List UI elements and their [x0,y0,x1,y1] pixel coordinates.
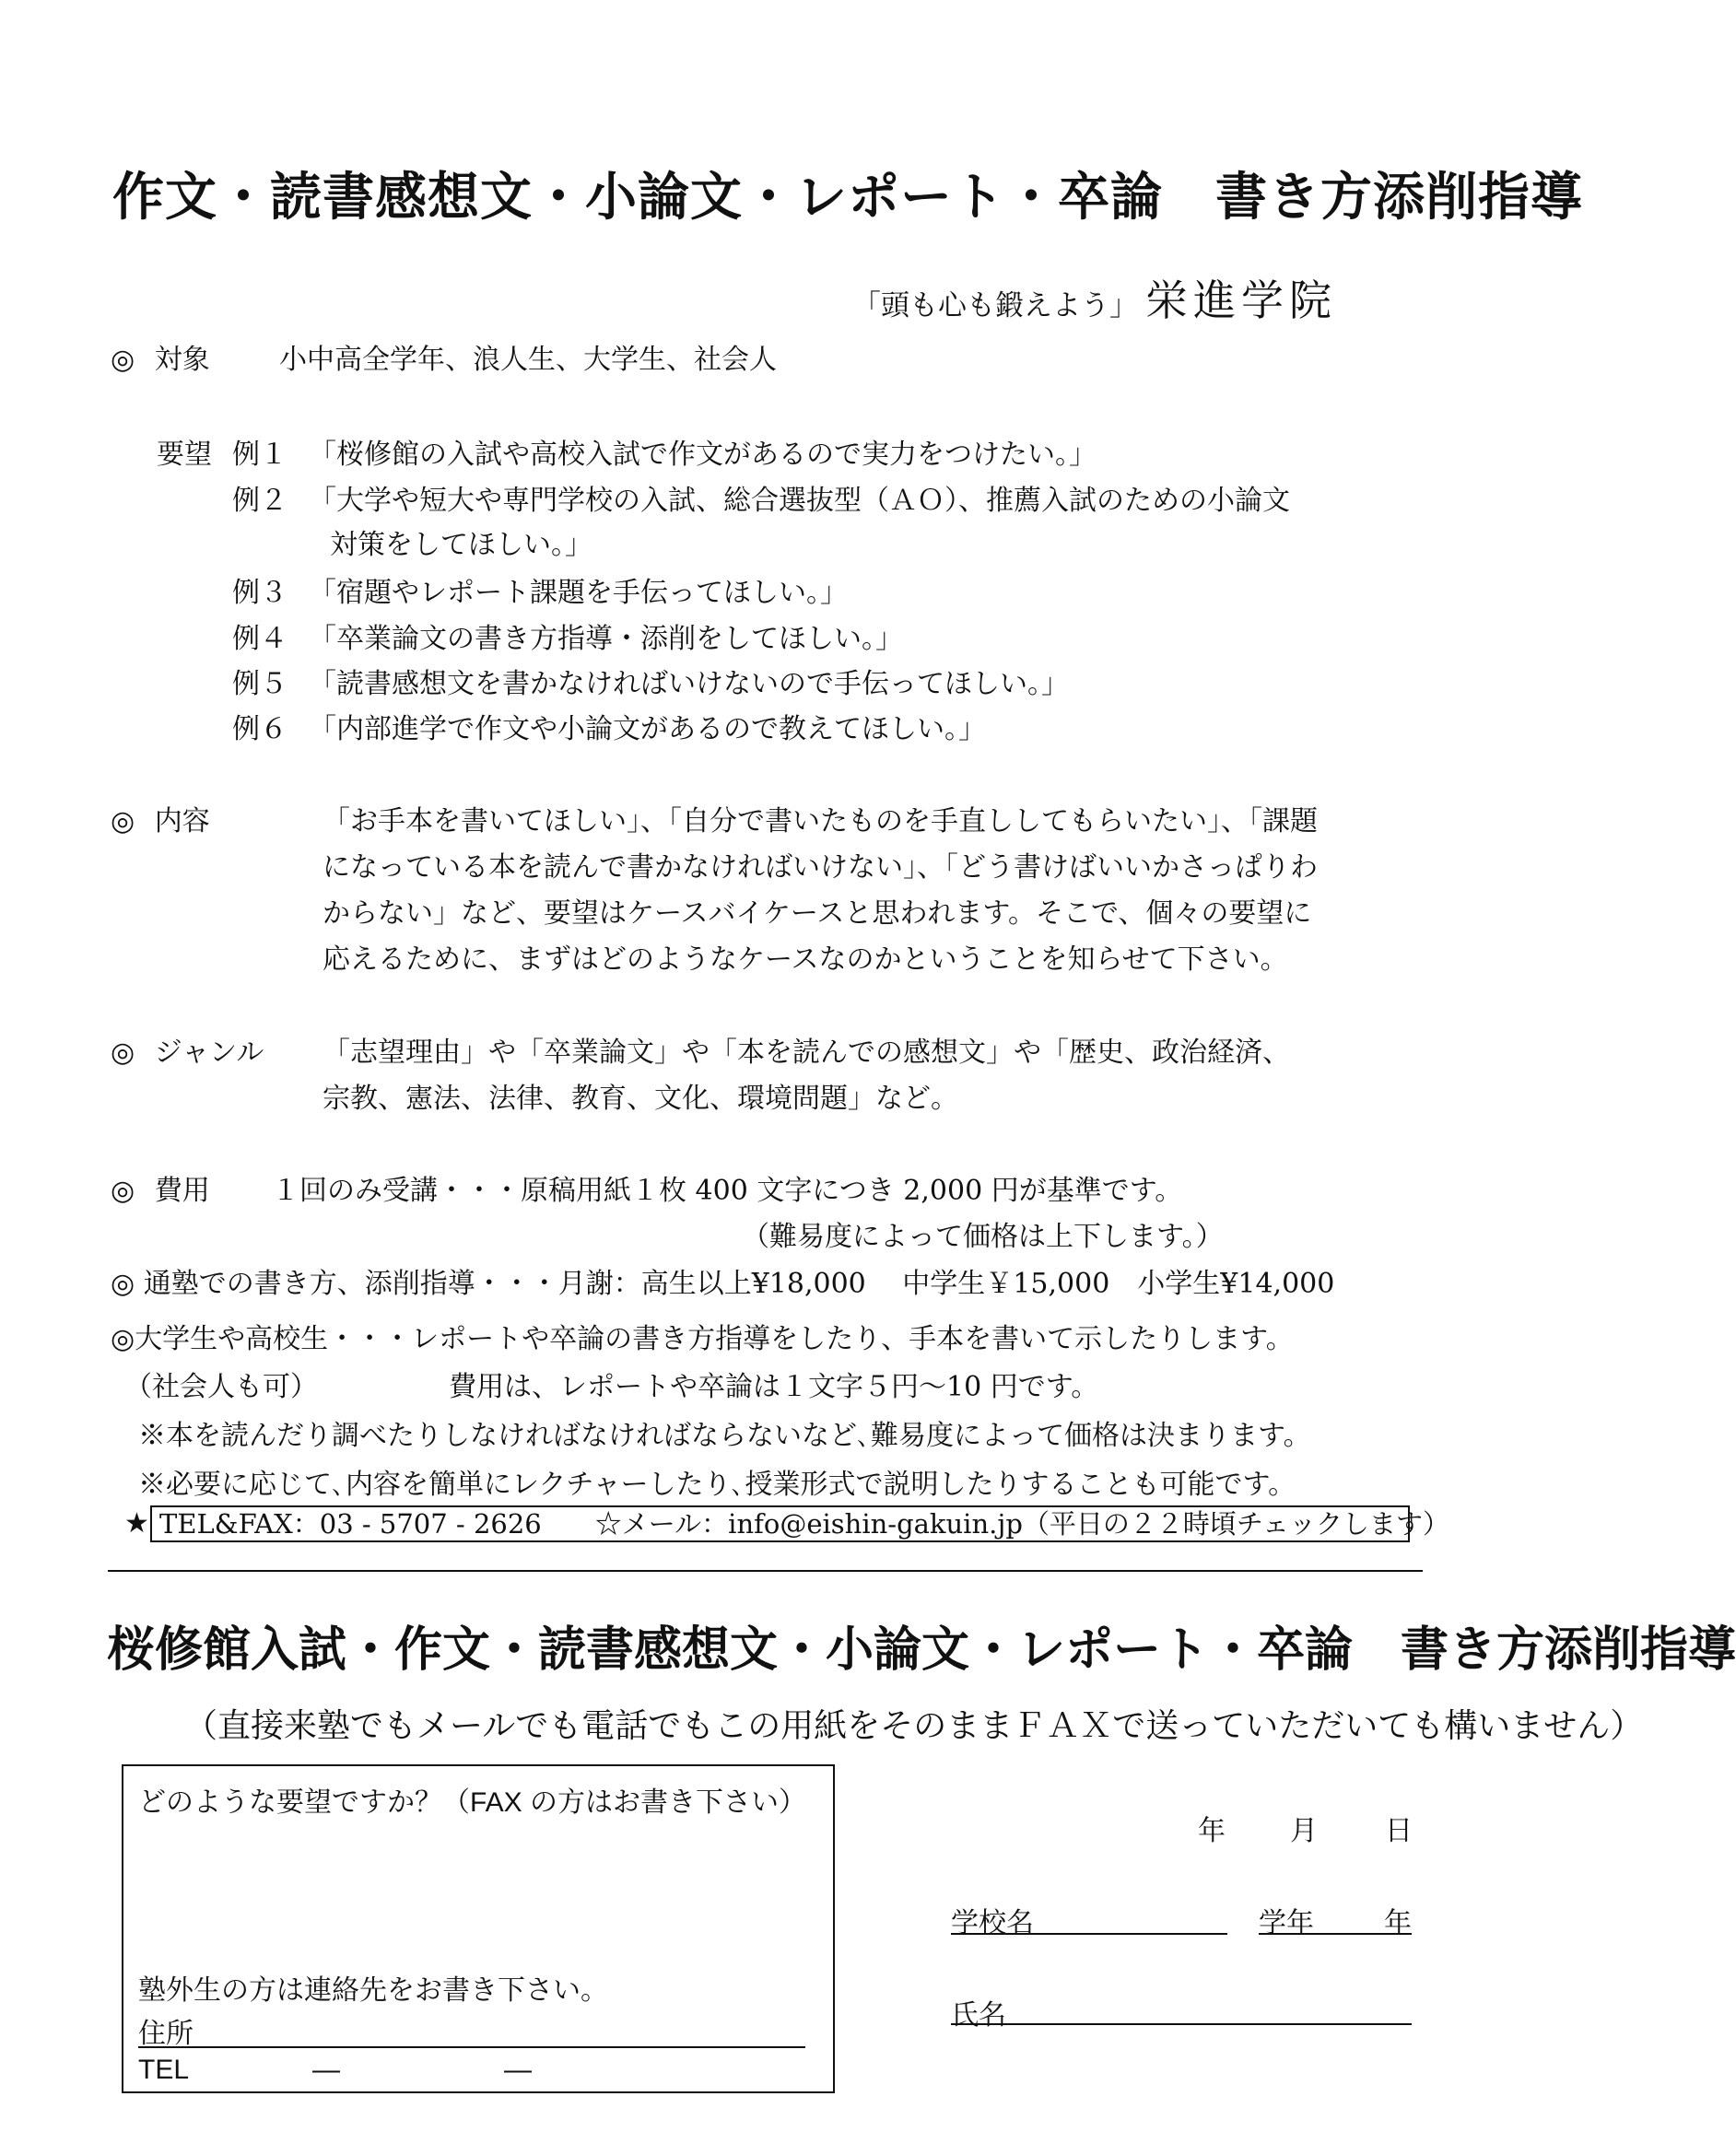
date-month[interactable]: 月 [1290,1816,1318,1846]
genre-mark: ◎ [111,1037,135,1069]
grade-underline [1259,1933,1412,1935]
name-label[interactable]: 氏名 [951,2000,1006,2031]
form-title: 桜修館入試・作文・読書感想文・小論文・レポート・卒論 書き方添削指導 [107,1622,1736,1678]
content-line-3: からない」など、要望はケースバイケースと思われます。そこで、個々の要望に [323,897,1312,930]
request-text-2b: 対策をしてほしい。」 [330,529,592,561]
genre-line-2: 宗教、憲法、法律、教育、文化、環境問題」など。 [323,1083,958,1115]
fee-note-1: ※本を読んだり調べたりしなければなければならないなど､難易度によって価格は決まります。 [138,1420,1311,1452]
contact-text: TEL&FAX：03 - 5707 - 2626 ☆メール：info@eishin-gakuin.jp（平日の２２時頃チェックします） [159,1508,1450,1540]
genre-line-1: 「志望理由」や「卒業論文」や「本を読んでの感想文」や「歴史、政治経済、 [323,1037,1290,1069]
content-line-2: になっている本を読んで書かなければいけない」、「どう書けばいいかさっぱりわ [323,851,1318,884]
content-heading [111,798,210,838]
tel-dash-1: ― [312,2055,340,2085]
fee-label: 費用 [154,1175,210,1207]
request-num-1: 例１ [232,439,287,471]
form-note: （直接来塾でもメールでも電話でもこの用紙をそのままＦＡＸで送っていただいても構いません） [184,1707,1644,1745]
form-address-label[interactable]: 住所 [138,2019,194,2049]
contact-box [150,1505,1450,1542]
fee-note-2: ※必要に応じて､内容を簡単にレクチャーしたり､授業形式で説明したりすることも可能です。 [138,1469,1296,1501]
slogan-text: 「頭も心も鍛えよう」 [852,289,1138,322]
request-num-5: 例５ [232,668,287,700]
fee-line-1: １回のみ受講・・・原稿用紙１枚 400 文字につき 2,000 円が基準です。 [272,1175,1183,1207]
target-value: 小中高全学年、浪人生、大学生、社会人 [279,344,777,376]
content-line-1: 「お手本を書いてほしい」、「自分で書いたものを手直ししてもらいたい」、「課題 [323,805,1318,837]
fee-mark: ◎ [111,1175,135,1207]
section-divider [108,1570,1423,1572]
name-underline [951,2023,1412,2025]
star-icon: ★ [124,1507,149,1540]
page-title: 作文・読書感想文・小論文・レポート・卒論 書き方添削指導 [112,168,1583,228]
brand-name: 栄進学院 [1145,275,1337,325]
grade-label[interactable]: 学年 [1259,1908,1314,1938]
request-text-6: 「内部進学で作文や小論文があるので教えてほしい。」 [309,713,986,745]
requests-label: 要望 [157,439,212,471]
tel-dash-2: ― [504,2055,532,2085]
date-year[interactable]: 年 [1198,1816,1226,1846]
target-mark: ◎ [111,344,135,376]
request-num-6: 例６ [232,713,287,745]
school-underline [951,1933,1227,1935]
target-row [111,336,210,377]
request-text-1: 「桜修館の入試や高校入試で作文があるので実力をつけたい。」 [309,439,1097,471]
date-day[interactable]: 日 [1385,1816,1413,1846]
university-line: ◎大学生や高校生・・・レポートや卒論の書き方指導をしたり、手本を書いて示したりします。 [111,1323,1294,1355]
social-label: （社会人も可） [124,1371,318,1403]
content-label: 内容 [154,805,210,837]
request-text-2: 「大学や短大や専門学校の入試、総合選抜型（ＡＯ）、推薦入試のための小論文 [309,485,1290,517]
request-form-box [122,1764,835,2093]
target-label: 対象 [154,344,210,376]
fee-heading [111,1167,210,1208]
form-tel-label[interactable]: TEL [138,2055,190,2085]
request-num-4: 例４ [232,623,287,655]
social-fee: 費用は、レポートや卒論は１文字５円～10 円です。 [449,1371,1099,1403]
request-text-4: 「卒業論文の書き方指導・添削をしてほしい。」 [309,623,903,655]
school-label[interactable]: 学校名 [951,1908,1034,1938]
fee-line-2: （難易度によって価格は上下します。） [742,1221,1224,1253]
slogan [852,267,1337,328]
request-num-3: 例３ [232,577,287,609]
genre-label: ジャンル [154,1037,264,1069]
address-underline [138,2046,805,2048]
form-question: どのような要望ですか？（FAX の方はお書き下さい） [138,1787,807,1818]
request-text-5: 「読書感想文を書かなければいけないので手伝ってほしい。」 [309,668,1069,700]
genre-heading [111,1029,264,1070]
request-num-2: 例２ [232,485,287,517]
grade-unit: 年 [1384,1908,1412,1938]
form-outside-note: 塾外生の方は連絡先をお書き下さい。 [138,1975,608,2006]
content-mark: ◎ [111,805,135,837]
content-line-4: 応えるために、まずはどのようなケースなのかということを知らせて下さい。 [323,943,1288,976]
request-text-3: 「宿題やレポート課題を手伝ってほしい。」 [309,577,848,609]
tuition-line: ◎ 通塾での書き方、添削指導・・・月謝：高生以上¥18,000 中学生￥15,000 小学生¥14,000 [111,1268,1335,1300]
